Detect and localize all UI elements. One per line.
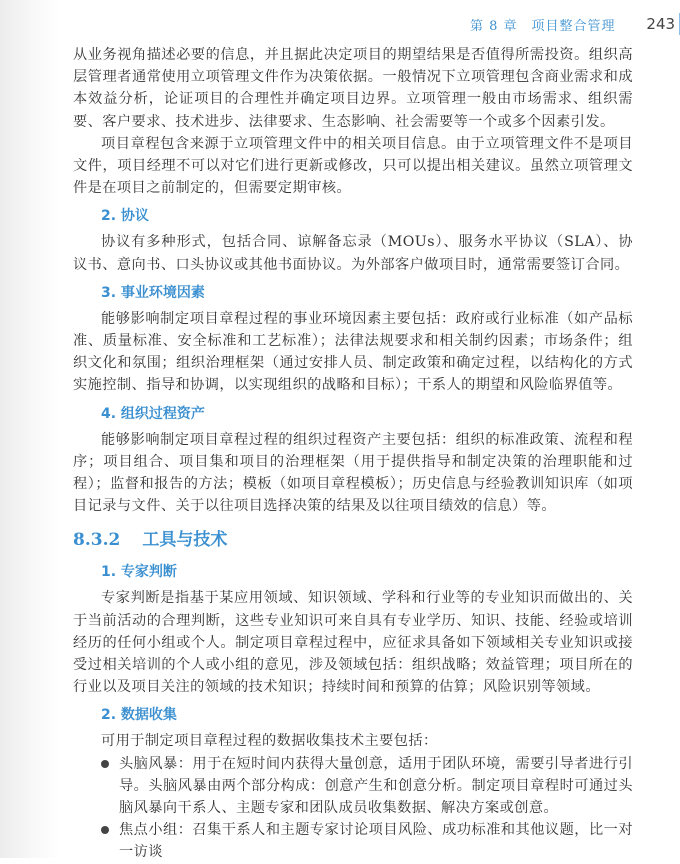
section-title: 工具与技术 — [142, 530, 228, 551]
paragraph-agreements: 协议有多种形式，包括合同、谅解备忘录（MOUs）、服务水平协议（SLA）、协议书、意向书、口头协议或其他书面协议。为外部客户做项目时，通常需要签订合同。 — [73, 234, 633, 273]
chapter-title: 第 8 章 项目整合管理 — [470, 18, 616, 34]
bullet-dot-icon — [101, 760, 109, 768]
heading-opa: 4. 组织过程资产 — [101, 405, 205, 422]
bullet-text: 焦点小组：召集干系人和主题专家讨论项目风险、成功标准和其他议题，比一对一访谈 — [119, 822, 633, 861]
section-heading-8-3-2 — [73, 527, 633, 553]
page-content — [73, 44, 633, 864]
intro-paragraph-2: 项目章程包含来源于立项管理文件中的相关项目信息。由于立项管理文件不是项目文件，项目经理不可以对它们进行更新或修改，只可以提出相关建议。虽然立项管理文件是在项目之前制定的，但需要定期审核。 — [73, 135, 633, 197]
heading-expert-judgment: 1. 专家判断 — [101, 564, 177, 581]
heading-agreements: 2. 协议 — [101, 208, 149, 225]
section-number: 8.3.2 — [73, 530, 121, 551]
heading-data-collection: 2. 数据收集 — [101, 707, 177, 724]
intro-paragraph-1: 从业务视角描述必要的信息，并且据此决定项目的期望结果是否值得所需投资。组织高层管理者通常使用立项管理文件作为决策依据。一般情况下立项管理包含商业需求和成本效益分析，论证项目的合理性并确定项目边界。立项管理一般由市场需求、组织需要、客户要求、技术进步、法律要求、生态影响、社会需要等一个或多个因素引发。 — [73, 47, 633, 130]
running-head — [430, 12, 680, 36]
bullet-dot-icon — [101, 826, 109, 834]
bullet-brainstorming — [73, 753, 633, 820]
bullet-focus-groups — [73, 819, 633, 863]
bullet-text: 头脑风暴：用于在短时间内获得大量创意，适用于团队环境，需要引导者进行引导。头脑风暴由两个部分构成：创意产生和创意分析。制定项目章程时可通过头脑风暴向干系人、主题专家和团队成员收集数据、解决方案或创意。 — [119, 755, 633, 817]
paragraph-eef: 能够影响制定项目章程过程的事业环境因素主要包括：政府或行业标准（如产品标准、质量标准、安全标准和工艺标准）；法律法规要求和相关制约因素；市场条件；组织文化和氛围；组织治理框架（通过安排人员、制定政策和确定过程，以结构化的方式实施控制、指导和协调，以实现组织的战略和目标）；干系人的期望和风险临界值等。 — [73, 310, 633, 394]
page-number: 243 — [646, 15, 676, 33]
paragraph-data-collection-intro: 可用于制定项目章程过程的数据收集技术主要包括： — [101, 733, 438, 750]
heading-eef: 3. 事业环境因素 — [101, 284, 205, 301]
paragraph-expert-judgment: 专家判断是指基于某应用领域、知识领域、学科和行业等的专业知识而做出的、关于当前活动的合理判断，这些专业知识可来自具有专业学历、知识、技能、经验或培训经历的任何小组或个人。制定项目章程过程中，应征求具备如下领域相关专业知识或接受过相关培训的个人或小组的意见，涉及领域包括：组织战略；效益管理；项目所在的行业以及项目关注的领域的技术知识；持续时间和预算的估算；风险识别等领域。 — [73, 590, 633, 696]
paragraph-opa: 能够影响制定项目章程过程的组织过程资产主要包括：组织的标准政策、流程和程序；项目组合、项目集和项目的治理框架（用于提供指导和制定决策的治理职能和过程）；监督和报告的方法；模板（如项目章程模板）；历史信息与经验教训知识库（如项目记录与文件、关于以往项目选择决策的结果及以往项目绩效的信息）等。 — [73, 431, 633, 515]
